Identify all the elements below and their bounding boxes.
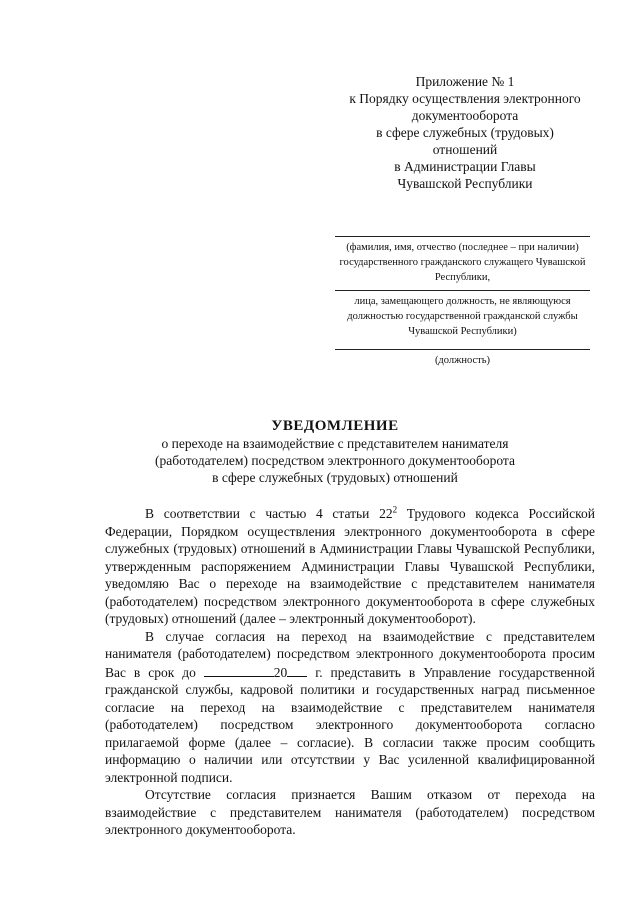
fill-line [335,236,590,237]
year-prefix: 20 [273,664,288,680]
body-paragraph-3: Отсутствие согласия признается Вашим отказом от перехода на взаимодействие с представителем нанимателя (работодателем) посредством электронного документооборота. [105,787,595,837]
appendix-line: в сфере служебных (трудовых) [376,125,554,140]
date-blank [204,663,274,677]
notice-body [105,505,595,839]
recipient-name-field [335,236,590,285]
year-blank [287,663,307,677]
appendix-line: к Порядку осуществления электронного [349,91,581,106]
body-text: Трудового кодекса Российской Федерации, Порядком осуществления электронного документооборота в сфере служебных (трудовых) отношений в Администрации Главы Чувашской Республики, утвержденным распоряжением Администрации Главы Чувашской Республики, уведомляю Вас о переходе на взаимодействие с представителем нанимателя (работодателем) посредством электронного документооборота в сфере служебных (трудовых) отношений (далее – электронный документооборот). [105,506,596,626]
notice-title: УВЕДОМЛЕНИЕ [271,418,399,434]
appendix-line: в Администрации Главы [394,159,536,174]
body-paragraph-2 [105,628,595,787]
notice-subtitle-line: в сфере служебных (трудовых) отношений [212,470,458,485]
recipient-position-field [335,349,590,368]
body-paragraph-1 [105,505,595,628]
appendix-line: Чувашской Республики [397,176,533,191]
body-text: В случае согласия на переход на взаимодействие с представителем нанимателя (работодателем) посредством электронного документооборота просим Вас в срок до [105,628,595,680]
superscript: 2 [392,504,398,515]
field-caption: (фамилия, имя, отчество (последнее – при наличии) государственного гражданского служащего Чувашской Республики, [339,242,586,283]
appendix-line: отношений [432,142,498,157]
notice-subtitle-line: (работодателем) посредством электронного документооборота [155,453,515,468]
field-caption: (должность) [434,355,491,366]
recipient-position-type-field [335,290,590,339]
appendix-line: Приложение № 1 [415,74,515,89]
notice-title-block [100,417,570,486]
appendix-header [330,73,600,192]
field-caption: лица, замещающего должность, не являющуюся должностью государственной гражданской службы Чувашской Республики) [347,296,578,337]
fill-line [335,290,590,291]
notice-subtitle-line: о переходе на взаимодействие с представителем нанимателя [161,436,509,451]
fill-line [335,349,590,350]
appendix-line: документооборота [411,108,519,123]
body-text: г. представить в Управление государственной гражданской службы, кадровой политики и государственных наград письменное согласие на переход на взаимодействие с представителем нанимателя (работодателем) посредством электронного документооборота согласно прилагаемой форме (далее – согласие). В согласии также просим сообщить информацию о наличии или отсутствии у Вас усиленной квалифицированной электронной подписи. [105,664,595,785]
body-text: В соответствии с частью 4 статьи 22 [145,506,393,521]
